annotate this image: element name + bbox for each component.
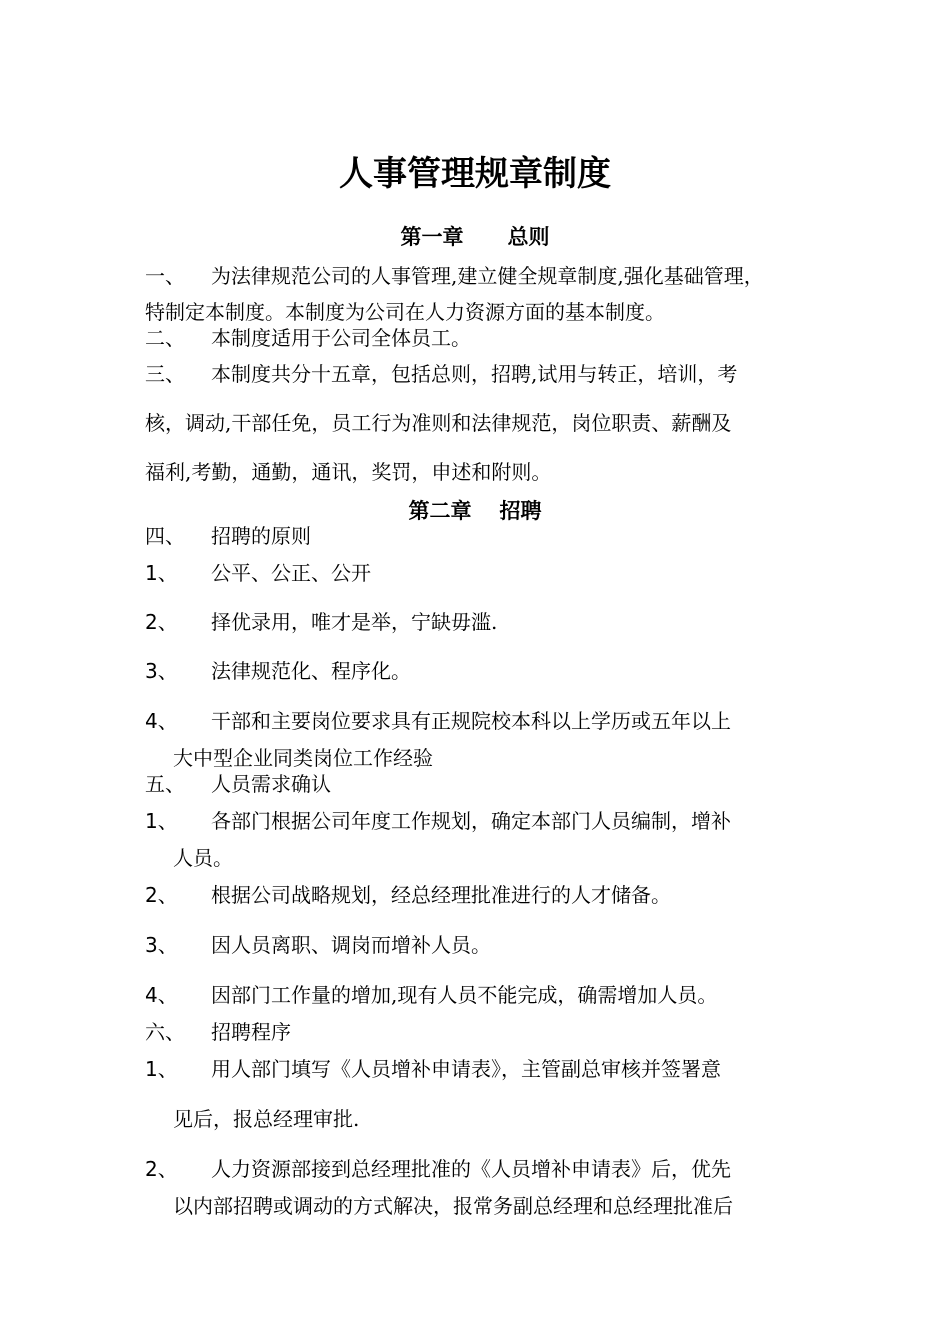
item-text: 根据公司战略规划，经总经理批准进行的人才储备。 [211, 883, 671, 907]
clause-4-item-4-line-1 [145, 707, 731, 735]
item-text: 择优录用，唯才是举，宁缺毋滥. [211, 610, 498, 634]
item-text: 人力资源部接到总经理批准的《人员增补申请表》后，优先 [211, 1157, 731, 1181]
clause-5-item-4 [145, 981, 717, 1009]
item-number: 1、 [145, 1057, 178, 1081]
clause-number: 三、 [145, 362, 185, 386]
clause-3-line-2: 核，调动,干部任免，员工行为准则和法律规范，岗位职责、薪酬及 [145, 411, 732, 435]
item-number: 4、 [145, 983, 178, 1007]
item-text: 因部门工作量的增加,现有人员不能完成，确需增加人员。 [211, 983, 718, 1007]
clause-3-line-3: 福利,考勤，通勤，通讯，奖罚，申述和附则。 [145, 460, 552, 484]
clause-text: 本制度共分十五章，包括总则，招聘,试用与转正，培训，考 [211, 362, 738, 386]
item-number: 3、 [145, 933, 178, 957]
item-text: 法律规范化、程序化。 [211, 659, 411, 683]
item-number: 2、 [145, 610, 178, 634]
item-text: 干部和主要岗位要求具有正规院校本科以上学历或五年以上 [211, 709, 731, 733]
clause-5-item-1-line-1 [145, 807, 731, 835]
chapter-heading-2 [0, 496, 950, 526]
item-number: 4、 [145, 709, 178, 733]
clause-3-line-1 [145, 360, 737, 388]
clause-text: 招聘程序 [211, 1020, 291, 1044]
item-number: 1、 [145, 561, 178, 585]
clause-6-item-2-line-2: 以内部招聘或调动的方式解决，报常务副总经理和总经理批准后 [173, 1194, 733, 1218]
clause-number: 六、 [145, 1020, 185, 1044]
clause-4-item-4-line-2: 大中型企业同类岗位工作经验 [173, 746, 433, 770]
item-number: 1、 [145, 809, 178, 833]
clause-4-item-1 [145, 559, 371, 587]
item-number: 3、 [145, 659, 178, 683]
clause-5-item-2 [145, 881, 671, 909]
clause-6-item-1-line-2: 见后，报总经理审批. [173, 1107, 360, 1131]
item-number: 2、 [145, 1157, 178, 1181]
item-text: 用人部门填写《人员增补申请表》，主管副总审核并签署意 [211, 1057, 721, 1081]
clause-1-line-2: 特制定本制度。本制度为公司在人力资源方面的基本制度。 [145, 300, 665, 324]
clause-number: 一、 [145, 264, 185, 288]
clause-4-item-3 [145, 657, 411, 685]
item-text: 公平、公正、公开 [211, 561, 371, 585]
item-text: 各部门根据公司年度工作规划，确定本部门人员编制，增补 [211, 809, 731, 833]
clause-1-line-1 [145, 262, 764, 290]
clause-text: 招聘的原则 [211, 524, 311, 548]
clause-number: 二、 [145, 326, 185, 350]
chapter-2-label: 第二章 [408, 499, 472, 523]
clause-4-heading [145, 522, 311, 550]
clause-6-heading [145, 1018, 291, 1046]
clause-number: 五、 [145, 772, 185, 796]
clause-5-heading [145, 770, 331, 798]
clause-text: 人员需求确认 [211, 772, 331, 796]
chapter-1-label: 第一章 [400, 225, 464, 249]
clause-5-item-3 [145, 931, 491, 959]
chapter-1-name: 总则 [507, 225, 550, 249]
item-number: 2、 [145, 883, 178, 907]
clause-2-line-1 [145, 324, 471, 352]
item-text: 因人员离职、调岗而增补人员。 [211, 933, 491, 957]
clause-6-item-2-line-1 [145, 1155, 731, 1183]
clause-5-item-1-line-2: 人员。 [173, 846, 233, 870]
clause-number: 四、 [145, 524, 185, 548]
document-title: 人事管理规章制度 [339, 154, 611, 194]
clause-6-item-1-line-1 [145, 1055, 721, 1083]
clause-text: 为法律规范公司的人事管理,建立健全规章制度,强化基础管理， [211, 264, 764, 288]
clause-4-item-2 [145, 608, 497, 636]
chapter-2-name: 招聘 [499, 499, 542, 523]
chapter-heading-1 [0, 222, 950, 252]
clause-text: 本制度适用于公司全体员工。 [211, 326, 471, 350]
